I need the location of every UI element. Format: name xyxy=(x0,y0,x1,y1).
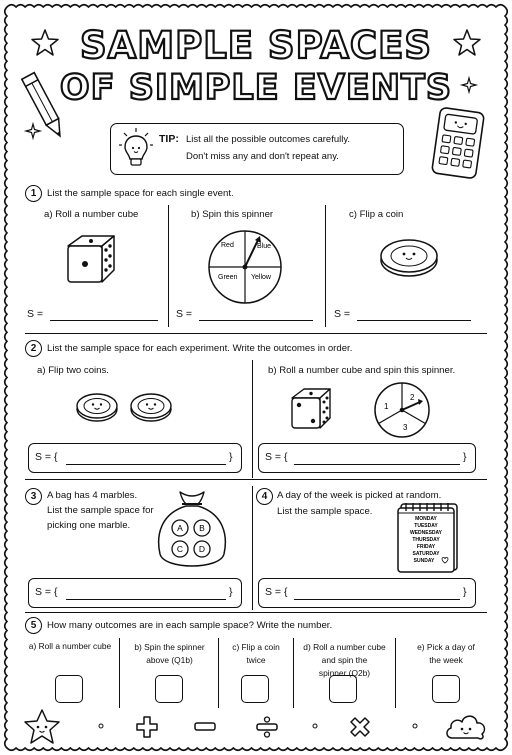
spinner-number: 2 xyxy=(410,393,415,402)
q4-answer-box[interactable] xyxy=(258,578,476,608)
coin-icon xyxy=(378,236,440,280)
spinner-number: 3 xyxy=(403,423,408,432)
calendar-day: WEDNESDAY xyxy=(409,530,443,536)
divider xyxy=(25,333,487,334)
title-line-1: SAMPLE SPACES xyxy=(79,24,433,67)
question-number-2: 2 xyxy=(25,340,42,357)
marble-label: C xyxy=(176,544,184,554)
divider xyxy=(25,612,487,613)
tip-label: TIP: xyxy=(159,133,179,145)
lightbulb-icon xyxy=(119,128,153,168)
q2b-answer-line[interactable] xyxy=(294,464,460,465)
q2a-label: a) Flip two coins. xyxy=(37,365,109,376)
divide-icon xyxy=(256,716,278,738)
title-line-2: OF SIMPLE EVENTS xyxy=(59,68,453,108)
dot-icon xyxy=(312,723,318,729)
q1c-answer-prefix: S = xyxy=(334,308,351,320)
pencil-icon xyxy=(24,66,64,146)
star-icon xyxy=(452,28,482,58)
calendar-day: MONDAY xyxy=(415,516,437,522)
star-icon xyxy=(30,28,60,58)
q5d-label-line: and spin the xyxy=(321,655,368,665)
q5d-answer-box[interactable] xyxy=(329,675,357,703)
question-number-3: 3 xyxy=(25,488,42,505)
q5c-label-line: c) Flip a coin xyxy=(232,642,280,652)
q2a-answer-suffix: } xyxy=(229,451,233,463)
q5e-label-line: the week xyxy=(429,655,463,665)
q1b-answer-prefix: S = xyxy=(176,308,193,320)
color-spinner xyxy=(200,222,290,312)
tip-text-line-2: Don't miss any and don't repeat any. xyxy=(186,151,339,162)
q5a-answer-box[interactable] xyxy=(55,675,83,703)
spinner-section-label: Yellow xyxy=(251,274,271,281)
q4-line-1: A day of the week is picked at random. xyxy=(277,490,442,501)
q2b-answer-box[interactable] xyxy=(258,443,476,473)
calendar-day: SUNDAY xyxy=(413,558,435,564)
tip-text-line-1: List all the possible outcomes carefully. xyxy=(186,134,351,145)
coin-icon xyxy=(74,390,120,424)
q3-line-1: A bag has 4 marbles. xyxy=(47,490,138,501)
calendar-icon xyxy=(396,498,462,574)
q1b-answer-line[interactable] xyxy=(199,320,313,321)
q3-line-3: picking one marble. xyxy=(47,520,131,531)
question-number-4: 4 xyxy=(256,488,273,505)
sparkle-icon xyxy=(462,78,476,92)
q3-answer-suffix: } xyxy=(229,586,233,598)
spinner-section-label: Blue xyxy=(257,243,272,250)
dot-icon xyxy=(98,723,104,729)
divider xyxy=(168,205,169,327)
q5b-answer-box[interactable] xyxy=(155,675,183,703)
q4-answer-prefix: S = { xyxy=(265,586,288,598)
q1a-label: a) Roll a number cube xyxy=(44,209,139,220)
spinner-section-label: Red xyxy=(221,242,234,249)
q5c-label xyxy=(219,641,293,667)
q1c-answer-line[interactable] xyxy=(357,320,471,321)
q5e-answer-box[interactable] xyxy=(432,675,460,703)
marble-label: B xyxy=(199,523,205,533)
calculator-icon xyxy=(430,106,486,180)
calendar-day: TUESDAY xyxy=(414,523,438,529)
q1b-label: b) Spin this spinner xyxy=(191,209,274,220)
q5e-label-line: e) Pick a day of xyxy=(417,642,475,652)
q5b-label-line: above (Q1b) xyxy=(146,655,193,665)
calendar-day: SATURDAY xyxy=(412,551,440,557)
cloud-face-icon xyxy=(444,710,488,742)
q2-instruction: List the sample space for each experiment. Write the outcomes in order. xyxy=(47,343,353,354)
q5b-label xyxy=(121,641,218,667)
q5d-label-line: d) Roll a number cube xyxy=(303,642,386,652)
number-cube-icon xyxy=(60,232,120,288)
question-number-5: 5 xyxy=(25,617,42,634)
q5c-label-line: twice xyxy=(246,655,266,665)
q5b-label-line: b) Spin the spinner xyxy=(134,642,205,652)
coin-icon xyxy=(128,390,174,424)
q1a-answer-line[interactable] xyxy=(50,320,158,321)
q5a-label-line: a) Roll a number cube xyxy=(28,641,112,651)
q5e-label xyxy=(398,641,494,667)
q4-answer-line[interactable] xyxy=(294,599,460,600)
q2b-answer-suffix: } xyxy=(463,451,467,463)
q2a-answer-line[interactable] xyxy=(66,464,226,465)
q3-line-2: List the sample space for xyxy=(47,505,154,516)
plus-icon xyxy=(136,716,158,738)
number-spinner xyxy=(370,378,434,442)
divider xyxy=(252,360,253,478)
number-cube-icon xyxy=(286,386,334,432)
spinner-section-label: Green xyxy=(218,274,238,281)
minus-icon xyxy=(194,722,216,732)
q5d-label-line: spinner (Q2b) xyxy=(318,668,371,678)
q2b-label: b) Roll a number cube and spin this spinner. xyxy=(268,365,456,376)
dot-icon xyxy=(412,723,418,729)
marble-bag-icon xyxy=(152,486,232,576)
tip-box xyxy=(110,123,404,175)
multiply-icon xyxy=(349,716,371,738)
q2a-answer-prefix: S = { xyxy=(35,451,58,463)
q3-answer-line[interactable] xyxy=(66,599,226,600)
divider xyxy=(25,479,487,480)
spinner-number: 1 xyxy=(384,402,389,411)
q1c-label: c) Flip a coin xyxy=(349,209,404,220)
q1a-answer-prefix: S = xyxy=(27,308,44,320)
q2a-answer-box[interactable] xyxy=(28,443,242,473)
q5-instruction: How many outcomes are in each sample space? Write the number. xyxy=(47,620,333,631)
q1-instruction: List the sample space for each single event. xyxy=(47,188,234,199)
q4-answer-suffix: } xyxy=(463,586,467,598)
marble-label: D xyxy=(198,544,206,554)
calendar-day: FRIDAY xyxy=(416,544,436,550)
divider xyxy=(252,486,253,610)
question-number-1: 1 xyxy=(25,185,42,202)
q3-answer-prefix: S = { xyxy=(35,586,58,598)
calendar-day: THURSDAY xyxy=(412,537,440,543)
star-face-icon xyxy=(22,708,62,746)
q3-answer-box[interactable] xyxy=(28,578,242,608)
divider xyxy=(325,205,326,327)
q2b-answer-prefix: S = { xyxy=(265,451,288,463)
marble-label: A xyxy=(177,523,183,533)
q5c-answer-box[interactable] xyxy=(241,675,269,703)
divider xyxy=(395,638,396,708)
q4-line-2: List the sample space. xyxy=(277,506,373,517)
q5a-label xyxy=(20,641,120,651)
